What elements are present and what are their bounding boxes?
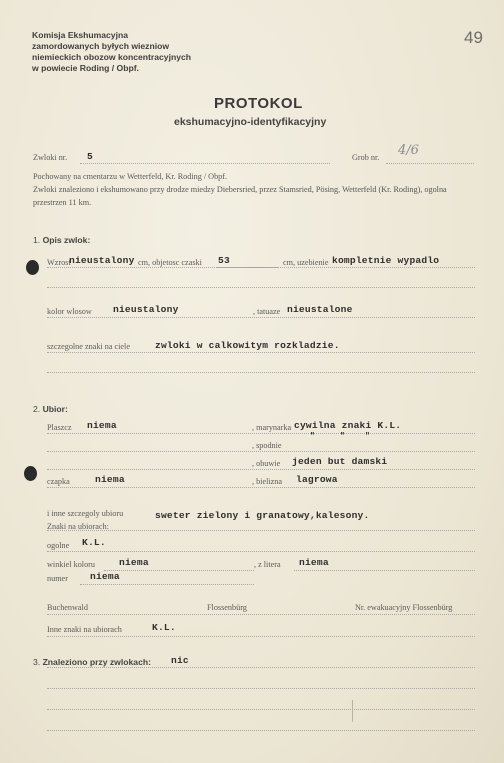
zwloki-value: 5 bbox=[87, 151, 93, 162]
znaleziono-line-4 bbox=[47, 730, 475, 731]
opis-line-1 bbox=[47, 267, 475, 268]
plaszcz-value: niema bbox=[87, 420, 117, 431]
czapka-value: niema bbox=[95, 474, 125, 485]
section-3-heading bbox=[33, 657, 151, 667]
numer-line bbox=[80, 584, 254, 585]
header-line-4: w powiecie Roding / Obpf. bbox=[32, 63, 139, 73]
kolor-label: kolor wlosow bbox=[47, 307, 92, 316]
pencil-mark bbox=[352, 700, 353, 722]
spodnie-label: , spodnie bbox=[252, 441, 282, 450]
section-3-num: 3. bbox=[33, 657, 41, 667]
uzebienie-value: kompletnie wypadlo bbox=[332, 255, 440, 266]
winkiel-line bbox=[104, 570, 254, 571]
czapka-label: czapka bbox=[47, 477, 70, 486]
punch-hole bbox=[24, 466, 37, 481]
znaleziono-line-1 bbox=[47, 667, 475, 668]
pochowany-text: Pochowany na cmentarzu w Wetterfeld, Kr. Roding / Obpf. bbox=[33, 172, 228, 181]
znaleziono-line-2 bbox=[47, 688, 475, 689]
znaki-ubior-label: Znaki na ubiorach: bbox=[47, 522, 109, 531]
znaleziono-text: Zwloki znaleziono i ekshumowano przy drodze miedzy Diebersried, przez Stamsried, Pösing, Wetterfeld (Kr. Roding), ogolna przestrzen 11 km. bbox=[33, 185, 447, 207]
zwloki-label: Zwloki nr. bbox=[33, 153, 68, 162]
ubior-line-2 bbox=[47, 451, 475, 452]
ubior-line-1 bbox=[47, 433, 475, 434]
section-3-title: Znaleziono przy zwlokach: bbox=[42, 657, 151, 667]
grob-label: Grob nr. bbox=[352, 153, 380, 162]
znaki-value: zwloki w calkowitym rozkladzie. bbox=[155, 340, 340, 351]
ogolne-value: K.L. bbox=[82, 537, 106, 548]
ewakuacyjny-label: Nr. ewakuacyjny Flossenbürg bbox=[355, 603, 453, 612]
inne-label: i inne szczegoly ubioru bbox=[47, 509, 124, 518]
opis-line-3 bbox=[47, 317, 475, 318]
znaki-label: szczegolne znaki na ciele bbox=[47, 342, 130, 351]
litera-value: niema bbox=[299, 557, 329, 568]
zwloki-line bbox=[80, 163, 330, 164]
ubior-line-3 bbox=[47, 469, 475, 470]
wzrost-value: nieustalony bbox=[69, 255, 135, 266]
flossenburg-label: Flossenbürg bbox=[207, 603, 247, 612]
page-number: 49 bbox=[464, 28, 483, 47]
inne-value: sweter zielony i granatowy,kalesony. bbox=[155, 510, 370, 521]
document-title: PROTOKOL bbox=[214, 95, 303, 112]
czaska-unit: cm, uzebienie bbox=[283, 258, 329, 267]
plaszcz-label: Plaszcz bbox=[47, 423, 72, 432]
litera-label: , z litera bbox=[254, 560, 281, 569]
commission-header bbox=[32, 30, 191, 74]
tatuaze-value: nieustalone bbox=[287, 304, 353, 315]
section-2-num: 2. bbox=[33, 404, 41, 414]
grob-line bbox=[386, 163, 474, 164]
numer-value: niema bbox=[90, 571, 120, 582]
ogolne-label: ogolne bbox=[47, 541, 70, 550]
ubior-line-7 bbox=[47, 614, 475, 615]
marynarka-value: cywilna znaki K.L. bbox=[294, 420, 402, 431]
inne-znaki-value: K.L. bbox=[152, 622, 176, 633]
wzrost-unit: cm, objetosc czaski bbox=[138, 258, 202, 267]
ditto-marks: " " " bbox=[310, 432, 371, 441]
buchenwald-label: Buchenwald bbox=[47, 603, 88, 612]
winkiel-value: niema bbox=[119, 557, 149, 568]
ubior-line-5 bbox=[47, 530, 475, 531]
obuwie-value: jeden but damski bbox=[292, 456, 388, 467]
header-line-1: Komisja Ekshumacyjna bbox=[32, 30, 129, 40]
wzrost-label: Wzrost bbox=[47, 258, 71, 267]
czaska-value: 53 bbox=[218, 255, 230, 266]
numer-label: numer bbox=[47, 574, 68, 583]
ubior-line-8 bbox=[47, 636, 475, 637]
punch-hole bbox=[26, 260, 39, 275]
opis-line-5 bbox=[47, 372, 475, 373]
litera-line bbox=[294, 570, 475, 571]
tatuaze-label: , tatuaze bbox=[253, 307, 281, 316]
document-subtitle: ekshumacyjno-identyfikacyjny bbox=[174, 116, 327, 128]
obuwie-label: , obuwie bbox=[252, 459, 281, 468]
opis-line-4 bbox=[47, 352, 475, 353]
inne-znaki-label: Inne znaki na ubiorach bbox=[47, 625, 122, 634]
znaleziono-line-3 bbox=[47, 709, 475, 710]
header-line-2: zamordowanych byłych wiezniow bbox=[32, 41, 170, 51]
opis-line-2 bbox=[47, 287, 475, 288]
marynarka-label: , marynarka bbox=[252, 423, 292, 432]
section-1-num: 1. bbox=[33, 235, 41, 245]
ubior-line-6 bbox=[47, 551, 475, 552]
bielizna-label: , bielizna bbox=[252, 477, 283, 486]
section-2-heading bbox=[33, 404, 68, 414]
section-1-heading bbox=[33, 235, 90, 245]
znaleziono-value: nic bbox=[171, 655, 189, 666]
section-2-title: Ubior: bbox=[42, 404, 68, 414]
grob-value: 4/6 bbox=[398, 143, 419, 158]
header-line-3: niemieckich obozow koncentracyjnych bbox=[32, 52, 192, 62]
kolor-value: nieustalony bbox=[113, 304, 179, 315]
bielizna-value: lagrowa bbox=[296, 474, 338, 485]
section-1-title: Opis zwlok: bbox=[42, 235, 91, 245]
winkiel-label: winkiel koloru bbox=[47, 560, 95, 569]
ubior-line-4 bbox=[47, 487, 475, 488]
